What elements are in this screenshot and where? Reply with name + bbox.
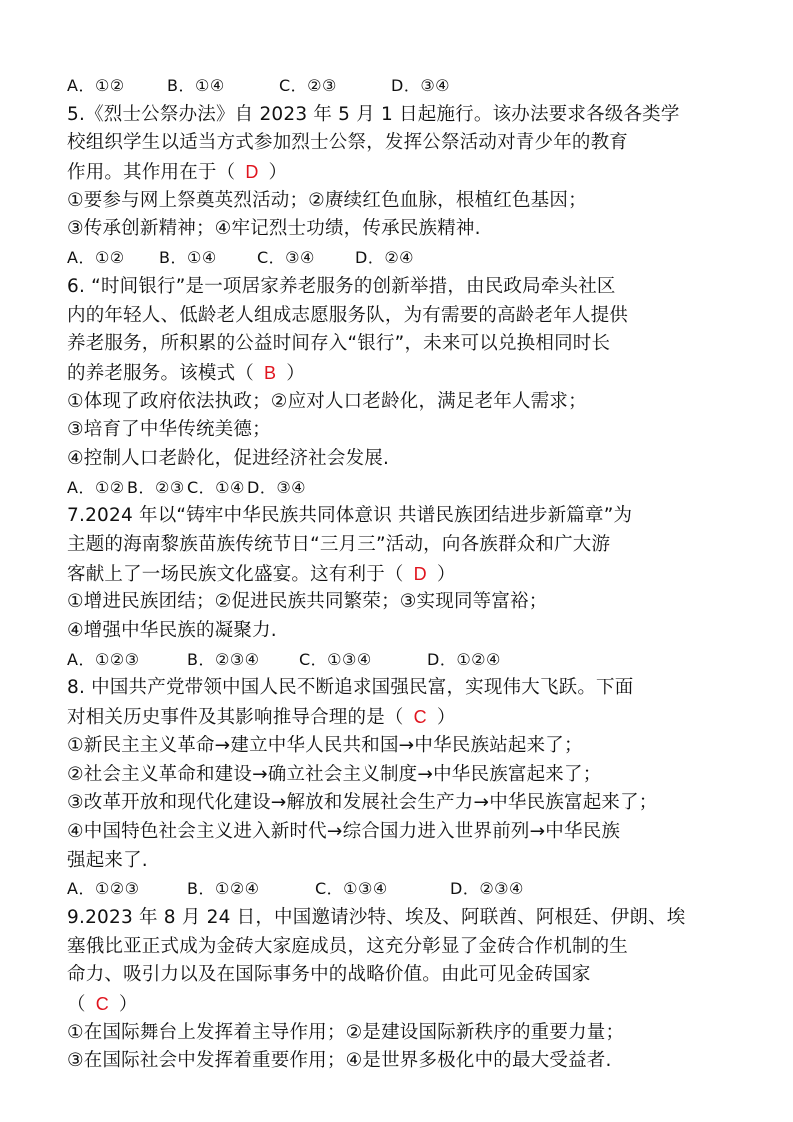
q7-stem-line-2: 主题的海南黎族苗族传统节日“三月三”活动，向各族群众和广大游 xyxy=(67,534,611,555)
q6-statement-1: ①体现了政府依法执政；②应对人口老龄化，满足老年人需求； xyxy=(67,390,587,412)
option-c: C．①③④ xyxy=(315,879,388,899)
q6-number: 6. xyxy=(67,275,86,297)
q9-stem-line-2: 塞俄比亚正式成为金砖大家庭成员，这充分彰显了金砖合作机制的生 xyxy=(67,935,629,957)
q5-number: 5. xyxy=(67,103,86,125)
option-c: C．①④ xyxy=(187,477,245,497)
q8-statement-1: ①新民主主义革命→建立中华人民共和国→中华民族站起来了； xyxy=(67,734,583,756)
option-b: B．②③④ xyxy=(187,649,260,669)
option-d: D．②③④ xyxy=(450,879,524,899)
q7-statement-2: ④增强中华民族的凝聚力. xyxy=(67,620,277,642)
option-a: A．①②③ xyxy=(67,879,140,899)
question-8 xyxy=(67,674,757,904)
option-a: A．①② xyxy=(67,76,125,95)
q5-options xyxy=(67,244,757,273)
q6-stem-line-3: 养老服务，所积累的公益时间存入“银行”，未来可以兑换相同时长 xyxy=(67,333,611,355)
q6-stem-line-2: 内的年轻人、低龄老人组成志愿服务队，为有需要的高龄老年人提供 xyxy=(67,304,629,326)
q6-answer: B xyxy=(264,362,277,383)
q5-statement-1: ①要参与网上祭奠英烈活动；②赓续红色血脉，根植红色基因； xyxy=(67,189,587,211)
question-5 xyxy=(67,101,757,273)
option-d: D．①②④ xyxy=(427,649,501,669)
q9-statement-1: ①在国际舞台上发挥着主导作用；②是建设国际新秩序的重要力量； xyxy=(67,1021,625,1043)
q9-answer: C xyxy=(95,994,109,1014)
option-c: C．②③ xyxy=(279,76,337,95)
q4-options xyxy=(67,72,757,101)
q6-options xyxy=(67,474,757,503)
option-c: C．③④ xyxy=(257,248,315,268)
q9-stem-line-3: 命力、吸引力以及在国际事务中的战略价值。由此可见金砖国家 xyxy=(67,964,591,986)
q5-statement-2: ③传承创新精神；④牢记烈士功绩，传承民族精神. xyxy=(67,218,481,240)
q8-answer: C xyxy=(413,707,427,728)
q8-stem-line-1: 8. 中国共产党带领中国人民不断追求国强民富，实现伟大飞跃。下面 xyxy=(67,677,634,699)
option-d: D．②④ xyxy=(355,248,415,268)
q7-statement-1: ①增进民族团结；②促进民族共同繁荣；③实现同等富裕； xyxy=(67,591,548,613)
q5-stem-line-1: 5.《烈士公祭办法》自 2023 年 5 月 1 日起施行。该办法要求各级各类学 xyxy=(67,103,680,125)
q5-stem-line-3: 作用。其作用在于（ D ） xyxy=(67,162,288,184)
option-a: A．①② xyxy=(67,248,125,268)
q8-statement-5: 强起来了. xyxy=(67,849,148,871)
q8-number: 8. xyxy=(67,677,86,699)
question-6 xyxy=(67,273,757,503)
q6-statement-2: ③培育了中华传统美德； xyxy=(67,419,271,441)
q7-answer: D xyxy=(413,563,427,584)
exam-page xyxy=(67,72,757,1076)
q6-stem-line-4: 的养老服务。该模式（ B ） xyxy=(67,362,305,384)
q7-stem-line-3: 客献上了一场民族文化盛宴。这有利于（ D ） xyxy=(67,563,456,585)
q9-stem-line-1: 9.2023 年 8 月 24 日，中国邀请沙特、埃及、阿联酋、阿根廷、伊朗、埃 xyxy=(67,906,686,928)
option-a: A．①② xyxy=(67,477,125,497)
q8-statement-3: ③改革开放和现代化建设→解放和发展社会生产力→中华民族富起来了； xyxy=(67,792,658,814)
option-b: B．①②④ xyxy=(187,879,260,899)
q7-number: 7. xyxy=(67,505,86,527)
q7-options xyxy=(67,646,757,675)
question-7 xyxy=(67,502,757,674)
option-d: D．③④ xyxy=(391,76,451,95)
option-b: B．①④ xyxy=(167,76,225,95)
q7-stem-line-1: 7.2024 年以“铸牢中华民族共同体意识 共谱民族团结进步新篇章”为 xyxy=(67,505,633,527)
q9-statement-2: ③在国际社会中发挥着重要作用；④是世界多极化中的最大受益者. xyxy=(67,1050,612,1072)
q8-options xyxy=(67,875,757,904)
q5-stem-line-2: 校组织学生以适当方式参加烈士公祭，发挥公祭活动对青少年的教育 xyxy=(67,132,629,154)
option-d: D．③④ xyxy=(247,477,307,497)
q8-stem-line-2: 对相关历史事件及其影响推导合理的是（ C ） xyxy=(67,707,456,729)
q5-answer: D xyxy=(245,162,259,183)
q8-statement-2: ②社会主义革命和建设→确立社会主义制度→中华民族富起来了； xyxy=(67,763,602,785)
option-c: C．①③④ xyxy=(299,649,372,669)
option-a: A．①②③ xyxy=(67,649,140,669)
q9-number: 9. xyxy=(67,906,86,928)
q6-stem-line-1: 6. “时间银行”是一项居家养老服务的创新举措，由民政局牵头社区 xyxy=(67,275,616,297)
q8-statement-4: ④中国特色社会主义进入新时代→综合国力进入世界前列→中华民族 xyxy=(67,820,621,842)
question-9 xyxy=(67,904,757,1076)
option-b: B．①④ xyxy=(159,248,217,268)
q9-stem-line-4: （ C ） xyxy=(67,994,138,1015)
option-b: B．②③ xyxy=(127,477,185,497)
q6-statement-3: ④控制人口老龄化，促进经济社会发展. xyxy=(67,447,390,469)
